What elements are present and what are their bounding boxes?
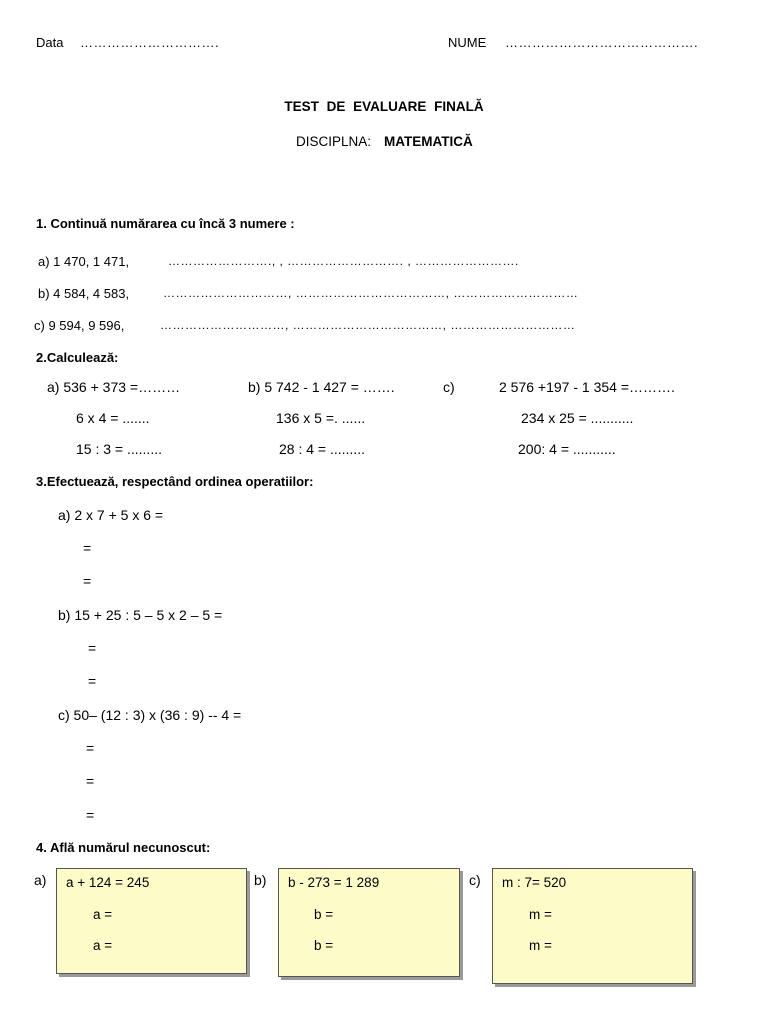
ex3-c-eq-1: = — [86, 740, 95, 756]
ex3-c-eq-3: = — [86, 807, 95, 823]
ex4-box-a — [56, 868, 247, 974]
ex2-r3-2: 28 : 4 = ......... — [279, 441, 365, 457]
ex4-box-c-line1: m = — [529, 907, 552, 922]
ex3-a: a) 2 x 7 + 5 x 6 = — [58, 507, 164, 523]
ex4-box-c-line2: m = — [529, 938, 552, 953]
ex4-label-c: c) — [469, 872, 481, 888]
ex1-row-b-text: b) 4 584, 4 583, — [38, 286, 130, 301]
ex2-a: a) 536 + 373 =……… — [47, 379, 181, 395]
ex2-heading: 2.Calculează: — [36, 350, 119, 365]
subject-value: MATEMATICĂ — [384, 134, 473, 149]
ex1-row-c-blanks: …………………………, ………………………………, ………………………… — [160, 318, 576, 332]
ex4-box-b-line1: b = — [314, 907, 334, 922]
ex4-box-c-equation: m : 7= 520 — [502, 875, 567, 890]
ex3-c-eq-2: = — [86, 773, 95, 789]
ex4-box-b — [278, 868, 460, 977]
name-blank: ……………………………………. — [505, 35, 699, 50]
ex3-b-eq-2: = — [88, 673, 97, 689]
ex4-heading: 4. Află numărul necunoscut: — [36, 840, 211, 855]
ex4-box-a-line2: a = — [93, 938, 113, 953]
ex2-r2-3: 234 x 25 = ........... — [521, 410, 634, 426]
ex4-box-b-line2: b = — [314, 938, 334, 953]
ex3-c: c) 50– (12 : 3) x (36 : 9) -- 4 = — [58, 707, 242, 723]
page-title: TEST DE EVALUARE FINALĂ — [284, 99, 484, 114]
name-label: NUME — [448, 35, 487, 50]
ex4-box-a-equation: a + 124 = 245 — [66, 875, 150, 890]
ex4-label-a: a) — [34, 872, 47, 888]
ex2-r3-1: 15 : 3 = ......... — [76, 441, 162, 457]
ex3-b: b) 15 + 25 : 5 – 5 x 2 – 5 = — [58, 607, 223, 623]
ex4-box-a-line1: a = — [93, 907, 113, 922]
ex2-r2-1: 6 x 4 = ....... — [76, 410, 150, 426]
date-label: Data — [36, 35, 64, 50]
subject-label: DISCIPLNA: — [296, 134, 372, 149]
ex2-r2-2: 136 x 5 =. ...... — [276, 410, 366, 426]
ex4-box-b-equation: b - 273 = 1 289 — [288, 875, 380, 890]
ex2-r3-3: 200: 4 = ........... — [518, 441, 616, 457]
ex1-heading: 1. Continuă numărarea cu încă 3 numere : — [36, 216, 295, 231]
ex3-a-eq-1: = — [83, 540, 92, 556]
ex1-row-a-blanks: ……………………., , ………………………. , ……………………. — [168, 254, 519, 268]
ex2-b: b) 5 742 - 1 427 = ……. — [248, 379, 395, 395]
ex4-box-c — [492, 868, 693, 984]
ex2-c-label: c) — [443, 379, 455, 395]
ex1-row-a-text: a) 1 470, 1 471, — [38, 254, 130, 269]
ex3-b-eq-1: = — [88, 640, 97, 656]
ex2-c: 2 576 +197 - 1 354 =………. — [499, 379, 675, 395]
ex1-row-b-blanks: …………………………, ………………………………, ………………………… — [163, 286, 579, 300]
ex3-heading: 3.Efectuează, respectând ordinea operatiilor: — [36, 474, 314, 489]
ex3-a-eq-2: = — [83, 573, 92, 589]
ex4-label-b: b) — [254, 872, 267, 888]
date-blank: …………………………. — [80, 35, 220, 50]
ex1-row-c-text: c) 9 594, 9 596, — [34, 318, 125, 333]
